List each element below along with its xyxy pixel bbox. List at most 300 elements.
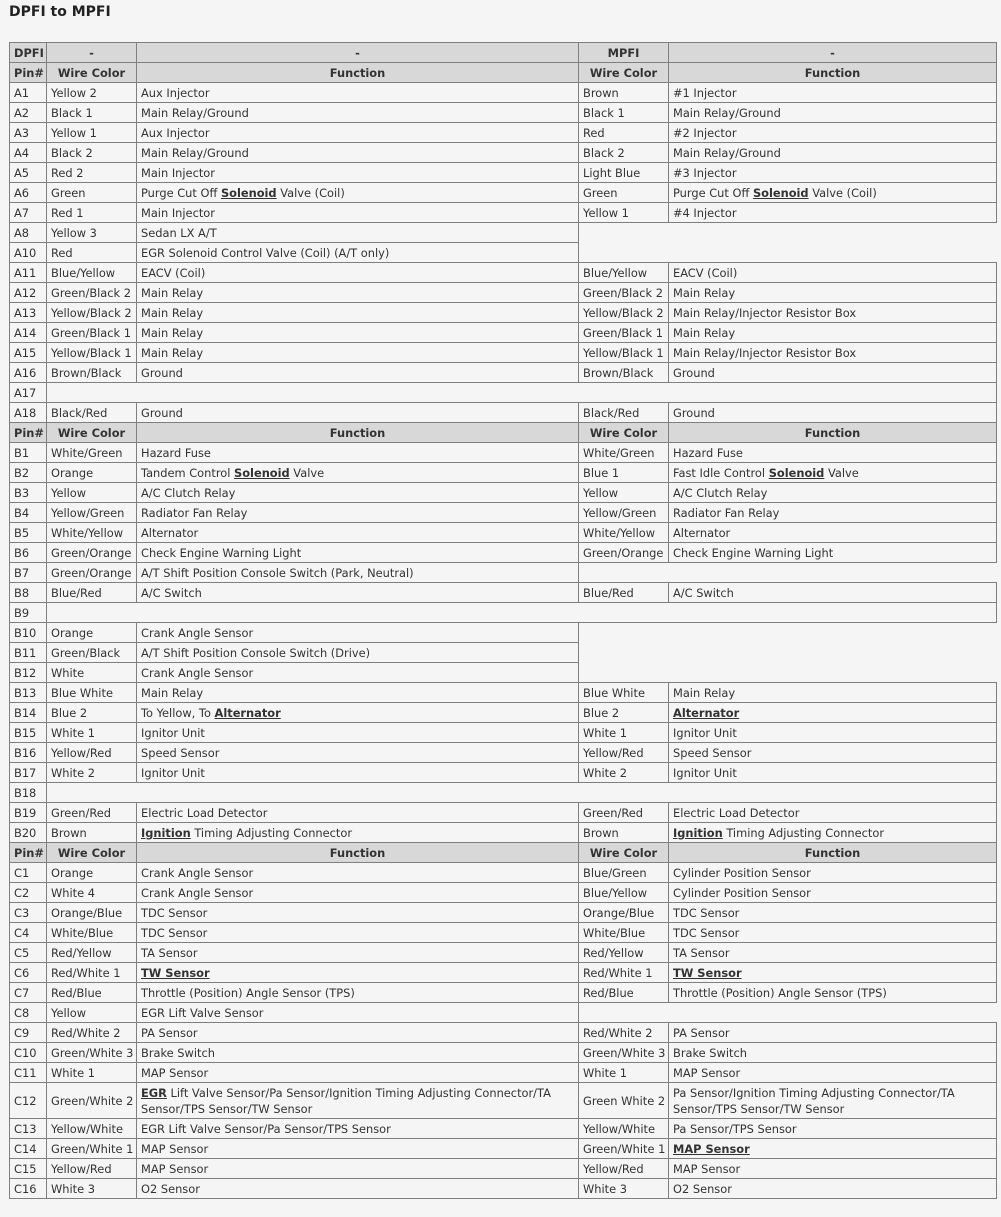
dpfi-wire-color-cell: Yellow/Red — [47, 743, 137, 763]
mpfi-function-cell: Pa Sensor/TPS Sensor — [669, 1119, 997, 1139]
mpfi-wire-color-cell: Yellow/White — [579, 1119, 669, 1139]
header-cell: MPFI — [579, 43, 669, 63]
table-row — [10, 643, 997, 663]
mpfi-wire-color-cell: Yellow/Black 1 — [579, 343, 669, 363]
mpfi-function-cell: Ignitor Unit — [669, 723, 997, 743]
dpfi-function-cell: Radiator Fan Relay — [137, 503, 579, 523]
emphasized-term: Solenoid — [768, 465, 825, 480]
mpfi-wire-color-cell: Blue/Green — [579, 863, 669, 883]
pin-cell: B1 — [10, 443, 47, 463]
dpfi-wire-color-cell: Green — [47, 183, 137, 203]
dpfi-wire-color-cell: Yellow/Red — [47, 1159, 137, 1179]
pin-cell: C7 — [10, 983, 47, 1003]
dpfi-wire-color-cell: White 1 — [47, 723, 137, 743]
pin-cell: B12 — [10, 663, 47, 683]
pin-cell: A8 — [10, 223, 47, 243]
text-segment: Fast Idle Control — [673, 465, 769, 480]
pin-cell: C12 — [10, 1083, 47, 1119]
mpfi-function-cell: Check Engine Warning Light — [669, 543, 997, 563]
pin-cell: A15 — [10, 343, 47, 363]
header-cell: Function — [137, 843, 579, 863]
mpfi-function-cell: TDC Sensor — [669, 923, 997, 943]
table-row — [10, 1139, 997, 1159]
table-row — [10, 563, 997, 583]
pin-cell: A4 — [10, 143, 47, 163]
dpfi-wire-color-cell: Orange — [47, 463, 137, 483]
pin-cell: A2 — [10, 103, 47, 123]
dpfi-function-cell: TDC Sensor — [137, 903, 579, 923]
mpfi-function-cell: Ground — [669, 363, 997, 383]
dpfi-function-cell: Speed Sensor — [137, 743, 579, 763]
emphasized-term: Ignition — [673, 825, 723, 840]
mpfi-wire-color-cell: Brown — [579, 823, 669, 843]
mpfi-wire-color-cell: Green/Orange — [579, 543, 669, 563]
mpfi-wire-color-cell: White/Blue — [579, 923, 669, 943]
dpfi-function-cell: Crank Angle Sensor — [137, 623, 579, 643]
dpfi-function-cell: Check Engine Warning Light — [137, 543, 579, 563]
mpfi-function-cell: Main Relay — [669, 683, 997, 703]
table-row — [10, 923, 997, 943]
mpfi-wire-color-cell: Brown/Black — [579, 363, 669, 383]
table-row — [10, 243, 997, 263]
mpfi-function-cell: Electric Load Detector — [669, 803, 997, 823]
emphasized-term: Solenoid — [220, 185, 277, 200]
table-row — [10, 583, 997, 603]
dpfi-wire-color-cell: Green/White 1 — [47, 1139, 137, 1159]
emphasized-term: Alternator — [673, 705, 740, 720]
table-row — [10, 963, 997, 983]
dpfi-wire-color-cell: Yellow 1 — [47, 123, 137, 143]
mpfi-wire-color-cell: Green White 2 — [579, 1083, 669, 1119]
mpfi-wire-color-cell: Green/White 3 — [579, 1043, 669, 1063]
pin-cell: C2 — [10, 883, 47, 903]
dpfi-wire-color-cell: Red/Blue — [47, 983, 137, 1003]
dpfi-function-cell — [137, 963, 579, 983]
header-cell: Pin# — [10, 63, 47, 83]
dpfi-function-cell: Main Relay — [137, 283, 579, 303]
mpfi-function-cell: MAP Sensor — [669, 1063, 997, 1083]
mpfi-wire-color-cell: Black 2 — [579, 143, 669, 163]
dpfi-function-cell: TA Sensor — [137, 943, 579, 963]
mpfi-wire-color-cell: Red — [579, 123, 669, 143]
mpfi-function-cell: MAP Sensor — [669, 1159, 997, 1179]
mpfi-wire-color-cell: Green — [579, 183, 669, 203]
dpfi-function-cell: EGR Lift Valve Sensor — [137, 1003, 579, 1023]
section-header-row — [10, 63, 997, 83]
dpfi-wire-color-cell: Red — [47, 243, 137, 263]
page-title: DPFI to MPFI — [9, 4, 111, 20]
table-row — [10, 763, 997, 783]
dpfi-wire-color-cell: Green/White 2 — [47, 1083, 137, 1119]
mpfi-function-cell: Cylinder Position Sensor — [669, 863, 997, 883]
dpfi-function-cell: Main Relay — [137, 683, 579, 703]
pin-cell: A7 — [10, 203, 47, 223]
dpfi-function-cell: EGR Lift Valve Sensor/Pa Sensor/TPS Sensor — [137, 1119, 579, 1139]
table-row — [10, 743, 997, 763]
mpfi-function-cell: Radiator Fan Relay — [669, 503, 997, 523]
table-row — [10, 503, 997, 523]
dpfi-function-cell: Crank Angle Sensor — [137, 863, 579, 883]
dpfi-wire-color-cell: Yellow — [47, 1003, 137, 1023]
table-row — [10, 483, 997, 503]
text-segment: Timing Adjusting Connector — [190, 825, 353, 840]
dpfi-function-cell: EGR Solenoid Control Valve (Coil) (A/T only) — [137, 243, 579, 263]
table-row — [10, 1159, 997, 1179]
mpfi-wire-color-cell: Yellow/Black 2 — [579, 303, 669, 323]
mpfi-function-cell: Pa Sensor/Ignition Timing Adjusting Connector/TA Sensor/TPS Sensor/TW Sensor — [669, 1083, 997, 1119]
pin-cell: B6 — [10, 543, 47, 563]
dpfi-function-cell: Main Injector — [137, 203, 579, 223]
pin-cell: B20 — [10, 823, 47, 843]
emphasized-term: Alternator — [214, 705, 281, 720]
pin-cell: C11 — [10, 1063, 47, 1083]
mpfi-function-cell: #3 Injector — [669, 163, 997, 183]
blank-cell — [579, 663, 997, 683]
mpfi-function-cell: A/C Switch — [669, 583, 997, 603]
table-row — [10, 523, 997, 543]
mpfi-function-cell: Main Relay — [669, 283, 997, 303]
blank-cell — [579, 563, 997, 583]
pin-cell: B19 — [10, 803, 47, 823]
pin-cell: B11 — [10, 643, 47, 663]
pin-cell: C5 — [10, 943, 47, 963]
mpfi-wire-color-cell: Blue 2 — [579, 703, 669, 723]
section-header-row — [10, 423, 997, 443]
dpfi-wire-color-cell: Red/Yellow — [47, 943, 137, 963]
dpfi-wire-color-cell: White — [47, 663, 137, 683]
dpfi-function-cell: A/C Clutch Relay — [137, 483, 579, 503]
dpfi-wire-color-cell: Green/Orange — [47, 563, 137, 583]
dpfi-function-cell: Ignitor Unit — [137, 763, 579, 783]
dpfi-wire-color-cell: Brown/Black — [47, 363, 137, 383]
mpfi-wire-color-cell: White/Green — [579, 443, 669, 463]
pin-cell: B10 — [10, 623, 47, 643]
mpfi-function-cell: Main Relay/Injector Resistor Box — [669, 303, 997, 323]
header-cell: DPFI — [10, 43, 47, 63]
table-row — [10, 263, 997, 283]
dpfi-function-cell: A/C Switch — [137, 583, 579, 603]
mpfi-function-cell: Alternator — [669, 523, 997, 543]
mpfi-wire-color-cell: White 3 — [579, 1179, 669, 1199]
table-row — [10, 783, 997, 803]
header-cell: Wire Color — [579, 63, 669, 83]
dpfi-wire-color-cell: Yellow/Black 1 — [47, 343, 137, 363]
dpfi-wire-color-cell: Green/Black — [47, 643, 137, 663]
mpfi-wire-color-cell: Blue/Yellow — [579, 883, 669, 903]
dpfi-function-cell: Aux Injector — [137, 83, 579, 103]
mpfi-wire-color-cell: Blue/Red — [579, 583, 669, 603]
text-segment: Purge Cut Off — [141, 185, 221, 200]
header-cell: Function — [137, 63, 579, 83]
pin-cell: C6 — [10, 963, 47, 983]
pinout-table-body — [10, 43, 997, 1199]
mpfi-wire-color-cell: Yellow/Red — [579, 743, 669, 763]
text-segment: Timing Adjusting Connector — [722, 825, 885, 840]
dpfi-function-cell: MAP Sensor — [137, 1139, 579, 1159]
pin-cell: B14 — [10, 703, 47, 723]
blank-cell — [579, 223, 997, 243]
mpfi-function-cell: #1 Injector — [669, 83, 997, 103]
table-row — [10, 1023, 997, 1043]
pin-cell: A3 — [10, 123, 47, 143]
dpfi-function-cell: Ignitor Unit — [137, 723, 579, 743]
mpfi-wire-color-cell: Blue 1 — [579, 463, 669, 483]
mpfi-wire-color-cell: Red/White 1 — [579, 963, 669, 983]
mpfi-function-cell: Main Relay/Ground — [669, 143, 997, 163]
header-cell: - — [137, 43, 579, 63]
text-segment: Valve (Coil) — [808, 185, 877, 200]
dpfi-wire-color-cell: Red 1 — [47, 203, 137, 223]
dpfi-wire-color-cell: Orange/Blue — [47, 903, 137, 923]
table-row — [10, 443, 997, 463]
mpfi-wire-color-cell: Blue White — [579, 683, 669, 703]
table-row — [10, 323, 997, 343]
mpfi-function-cell: #2 Injector — [669, 123, 997, 143]
header-cell: Function — [669, 63, 997, 83]
mpfi-function-cell: TDC Sensor — [669, 903, 997, 923]
dpfi-wire-color-cell: Green/Black 2 — [47, 283, 137, 303]
emphasized-term: Solenoid — [234, 465, 290, 480]
header-cell: Function — [669, 843, 997, 863]
mpfi-function-cell — [669, 1139, 997, 1159]
table-row — [10, 103, 997, 123]
table-row — [10, 703, 997, 723]
table-top-header-row — [10, 43, 997, 63]
mpfi-function-cell: Hazard Fuse — [669, 443, 997, 463]
dpfi-wire-color-cell: White/Yellow — [47, 523, 137, 543]
dpfi-function-cell: Alternator — [137, 523, 579, 543]
pin-cell: A5 — [10, 163, 47, 183]
dpfi-wire-color-cell: Yellow 3 — [47, 223, 137, 243]
dpfi-function-cell: Main Relay — [137, 343, 579, 363]
pin-cell: B16 — [10, 743, 47, 763]
text-segment: Valve — [824, 465, 859, 480]
table-row — [10, 383, 997, 403]
pin-cell: A10 — [10, 243, 47, 263]
dpfi-function-cell — [137, 183, 579, 203]
header-cell: Function — [669, 423, 997, 443]
mpfi-function-cell: Throttle (Position) Angle Sensor (TPS) — [669, 983, 997, 1003]
table-row — [10, 1179, 997, 1199]
mpfi-wire-color-cell: Green/White 1 — [579, 1139, 669, 1159]
empty-cell — [47, 783, 997, 803]
dpfi-function-cell — [137, 463, 579, 483]
dpfi-wire-color-cell: Orange — [47, 863, 137, 883]
pin-cell: B15 — [10, 723, 47, 743]
dpfi-wire-color-cell: Green/White 3 — [47, 1043, 137, 1063]
dpfi-function-cell: Electric Load Detector — [137, 803, 579, 823]
pin-cell: B3 — [10, 483, 47, 503]
table-row — [10, 863, 997, 883]
mpfi-wire-color-cell: White 2 — [579, 763, 669, 783]
mpfi-wire-color-cell: White 1 — [579, 1063, 669, 1083]
table-row — [10, 283, 997, 303]
mpfi-function-cell: Speed Sensor — [669, 743, 997, 763]
table-row — [10, 183, 997, 203]
mpfi-function-cell: Brake Switch — [669, 1043, 997, 1063]
table-row — [10, 143, 997, 163]
table-row — [10, 403, 997, 423]
pin-cell: C3 — [10, 903, 47, 923]
header-cell: Wire Color — [579, 423, 669, 443]
blank-cell — [579, 643, 997, 663]
mpfi-function-cell — [669, 183, 997, 203]
pin-cell: A14 — [10, 323, 47, 343]
pin-cell: A11 — [10, 263, 47, 283]
header-cell: Wire Color — [47, 843, 137, 863]
dpfi-function-cell: Aux Injector — [137, 123, 579, 143]
table-row — [10, 723, 997, 743]
text-segment: Lift Valve Sensor/Pa Sensor/Ignition Timing Adjusting Connector/TA Sensor/TPS Sensor/TW Sensor — [141, 1085, 551, 1116]
mpfi-function-cell — [669, 823, 997, 843]
mpfi-wire-color-cell: Green/Black 2 — [579, 283, 669, 303]
dpfi-function-cell: Main Relay/Ground — [137, 143, 579, 163]
table-row — [10, 603, 997, 623]
table-row — [10, 1119, 997, 1139]
pin-cell: C9 — [10, 1023, 47, 1043]
mpfi-wire-color-cell: Brown — [579, 83, 669, 103]
dpfi-function-cell: A/T Shift Position Console Switch (Drive) — [137, 643, 579, 663]
header-cell: Wire Color — [47, 63, 137, 83]
dpfi-function-cell: Sedan LX A/T — [137, 223, 579, 243]
mpfi-function-cell: Cylinder Position Sensor — [669, 883, 997, 903]
mpfi-function-cell — [669, 703, 997, 723]
dpfi-wire-color-cell: Black 1 — [47, 103, 137, 123]
dpfi-function-cell: O2 Sensor — [137, 1179, 579, 1199]
mpfi-function-cell: Main Relay — [669, 323, 997, 343]
dpfi-function-cell: TDC Sensor — [137, 923, 579, 943]
section-header-row — [10, 843, 997, 863]
mpfi-function-cell: Main Relay/Ground — [669, 103, 997, 123]
empty-cell — [47, 383, 997, 403]
dpfi-wire-color-cell: Blue 2 — [47, 703, 137, 723]
table-row — [10, 883, 997, 903]
pin-cell: C16 — [10, 1179, 47, 1199]
pin-cell: B17 — [10, 763, 47, 783]
pin-cell: B13 — [10, 683, 47, 703]
table-row — [10, 1003, 997, 1023]
mpfi-wire-color-cell: Red/White 2 — [579, 1023, 669, 1043]
dpfi-function-cell: Brake Switch — [137, 1043, 579, 1063]
dpfi-wire-color-cell: Black/Red — [47, 403, 137, 423]
pin-cell: B7 — [10, 563, 47, 583]
pin-cell: A13 — [10, 303, 47, 323]
dpfi-wire-color-cell: White/Blue — [47, 923, 137, 943]
dpfi-function-cell: Crank Angle Sensor — [137, 883, 579, 903]
pin-cell: C10 — [10, 1043, 47, 1063]
dpfi-wire-color-cell: Yellow/Green — [47, 503, 137, 523]
pin-cell: B9 — [10, 603, 47, 623]
header-cell: Wire Color — [579, 843, 669, 863]
dpfi-function-cell: Throttle (Position) Angle Sensor (TPS) — [137, 983, 579, 1003]
pin-cell: A12 — [10, 283, 47, 303]
mpfi-wire-color-cell: Green/Black 1 — [579, 323, 669, 343]
table-row — [10, 343, 997, 363]
pin-cell: C14 — [10, 1139, 47, 1159]
dpfi-wire-color-cell: White 1 — [47, 1063, 137, 1083]
pin-cell: A18 — [10, 403, 47, 423]
blank-cell — [579, 243, 997, 263]
mpfi-wire-color-cell: White 1 — [579, 723, 669, 743]
header-cell: - — [47, 43, 137, 63]
table-row — [10, 463, 997, 483]
table-row — [10, 903, 997, 923]
dpfi-wire-color-cell: Yellow/Black 2 — [47, 303, 137, 323]
table-row — [10, 1083, 997, 1119]
mpfi-function-cell: A/C Clutch Relay — [669, 483, 997, 503]
dpfi-wire-color-cell: Orange — [47, 623, 137, 643]
mpfi-wire-color-cell: Orange/Blue — [579, 903, 669, 923]
pin-cell: C4 — [10, 923, 47, 943]
table-row — [10, 83, 997, 103]
dpfi-function-cell: Hazard Fuse — [137, 443, 579, 463]
table-row — [10, 623, 997, 643]
emphasized-term: Ignition — [141, 825, 191, 840]
mpfi-function-cell: Main Relay/Injector Resistor Box — [669, 343, 997, 363]
mpfi-wire-color-cell: Green/Red — [579, 803, 669, 823]
text-segment: Tandem Control — [141, 465, 235, 480]
dpfi-wire-color-cell: Green/Red — [47, 803, 137, 823]
table-row — [10, 1043, 997, 1063]
table-row — [10, 543, 997, 563]
dpfi-function-cell: Main Relay — [137, 323, 579, 343]
emphasized-term: TW Sensor — [673, 965, 742, 980]
header-cell: Function — [137, 423, 579, 443]
dpfi-function-cell: PA Sensor — [137, 1023, 579, 1043]
blank-cell — [579, 1003, 997, 1023]
mpfi-wire-color-cell: Black 1 — [579, 103, 669, 123]
text-segment: Purge Cut Off — [673, 185, 753, 200]
header-cell: - — [669, 43, 997, 63]
blank-cell — [579, 623, 997, 643]
dpfi-wire-color-cell: Red/White 1 — [47, 963, 137, 983]
pin-cell: C15 — [10, 1159, 47, 1179]
table-row — [10, 223, 997, 243]
dpfi-wire-color-cell: Black 2 — [47, 143, 137, 163]
table-row — [10, 803, 997, 823]
dpfi-wire-color-cell: White 3 — [47, 1179, 137, 1199]
pin-cell: B4 — [10, 503, 47, 523]
emphasized-term: MAP Sensor — [673, 1141, 750, 1156]
mpfi-wire-color-cell: Light Blue — [579, 163, 669, 183]
mpfi-wire-color-cell: Red/Blue — [579, 983, 669, 1003]
table-row — [10, 943, 997, 963]
dpfi-wire-color-cell: Yellow/White — [47, 1119, 137, 1139]
table-row — [10, 303, 997, 323]
mpfi-function-cell: Ignitor Unit — [669, 763, 997, 783]
dpfi-wire-color-cell: Red 2 — [47, 163, 137, 183]
header-cell: Wire Color — [47, 423, 137, 443]
pinout-table — [9, 42, 997, 1199]
table-row — [10, 363, 997, 383]
mpfi-wire-color-cell: Yellow — [579, 483, 669, 503]
dpfi-function-cell: Crank Angle Sensor — [137, 663, 579, 683]
text-segment: To Yellow, To — [141, 705, 215, 720]
table-row — [10, 683, 997, 703]
mpfi-function-cell: PA Sensor — [669, 1023, 997, 1043]
dpfi-function-cell — [137, 1083, 579, 1119]
table-row — [10, 983, 997, 1003]
pin-cell: A6 — [10, 183, 47, 203]
mpfi-wire-color-cell: Yellow 1 — [579, 203, 669, 223]
dpfi-wire-color-cell: Blue White — [47, 683, 137, 703]
dpfi-function-cell: MAP Sensor — [137, 1063, 579, 1083]
text-segment: Valve (Coil) — [276, 185, 345, 200]
header-cell: Pin# — [10, 843, 47, 863]
dpfi-wire-color-cell: White 4 — [47, 883, 137, 903]
mpfi-wire-color-cell: Yellow/Green — [579, 503, 669, 523]
mpfi-function-cell: EACV (Coil) — [669, 263, 997, 283]
